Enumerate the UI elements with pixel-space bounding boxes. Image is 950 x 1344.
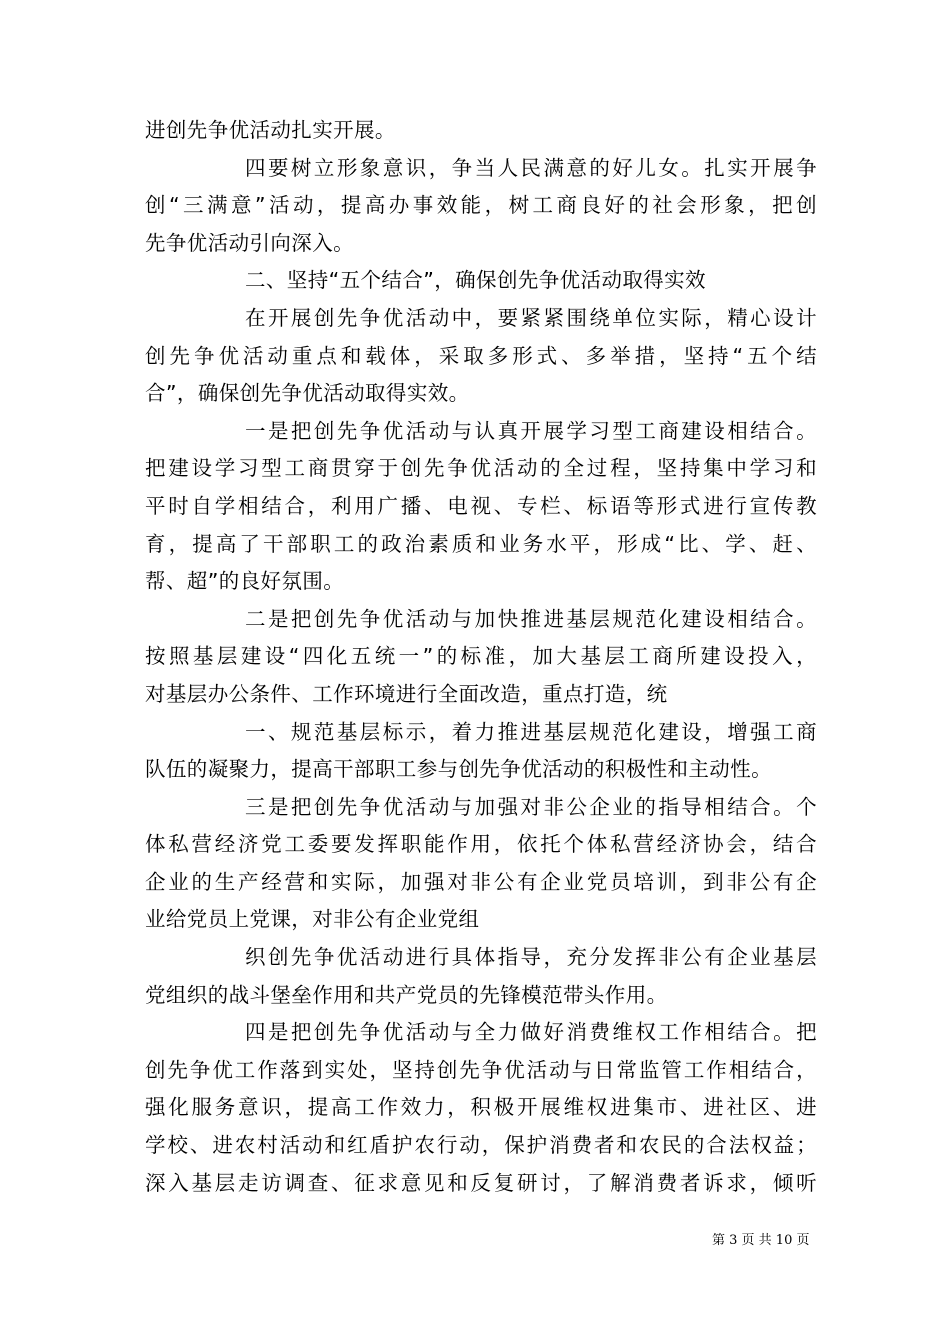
- text-line: 四是把创先争优活动与全力做好消费维权工作相结合。把: [245, 1020, 817, 1045]
- text-line: 队伍的凝聚力，提高干部职工参与创先争优活动的积极性和主动性。: [145, 757, 772, 782]
- text-line: 织创先争优活动进行具体指导，充分发挥非公有企业基层: [245, 945, 817, 970]
- text-line: 学校、进农村活动和红盾护农行动，保护消费者和农民的合法权益；: [145, 1133, 817, 1158]
- text-line: 平时自学相结合，利用广播、电视、专栏、标语等形式进行宣传教: [145, 493, 817, 518]
- text-line: 按照基层建设“四化五统一”的标准，加大基层工商所建设投入，: [145, 644, 817, 669]
- text-line: 党组织的战斗堡垒作用和共产党员的先锋模范带头作用。: [145, 982, 668, 1007]
- text-line: 四要树立形象意识，争当人民满意的好儿女。扎实开展争: [245, 155, 817, 180]
- text-line: 育，提高了干部职工的政治素质和业务水平，形成“比、学、赶、: [145, 531, 817, 556]
- document-body: [145, 112, 817, 1202]
- text-line: 企业的生产经营和实际，加强对非公有企业党员培训，到非公有企: [145, 869, 817, 894]
- text-line: 帮、超”的良好氛围。: [145, 569, 345, 594]
- text-line: 深入基层走访调查、征求意见和反复研讨，了解消费者诉求，倾听: [145, 1170, 817, 1195]
- text-line: 强化服务意识，提高工作效力，积极开展维权进集市、进社区、进: [145, 1095, 817, 1120]
- section-heading: 二、坚持“五个结合”，确保创先争优活动取得实效: [245, 268, 706, 293]
- text-line: 创先争优活动重点和载体，采取多形式、多举措，坚持“五个结: [145, 343, 817, 368]
- text-line: 三是把创先争优活动与加强对非公企业的指导相结合。个: [245, 794, 817, 819]
- text-line: 业给党员上党课，对非公有企业党组: [145, 907, 480, 932]
- text-line: 进创先争优活动扎实开展。: [145, 118, 396, 142]
- text-line: 体私营经济党工委要发挥职能作用，依托个体私营经济协会，结合: [145, 832, 817, 857]
- text-line: 创“三满意”活动，提高办事效能，树工商良好的社会形象，把创: [145, 193, 817, 218]
- text-line: 一、规范基层标示，着力推进基层规范化建设，增强工商: [245, 719, 817, 744]
- text-line: 先争优活动引向深入。: [145, 230, 354, 255]
- text-line: 一是把创先争优活动与认真开展学习型工商建设相结合。: [245, 418, 817, 443]
- text-line: 把建设学习型工商贯穿于创先争优活动的全过程，坚持集中学习和: [145, 456, 817, 481]
- text-line: 合”，确保创先争优活动取得实效。: [145, 381, 470, 406]
- text-line: 二是把创先争优活动与加快推进基层规范化建设相结合。: [245, 606, 817, 631]
- text-line: 在开展创先争优活动中，要紧紧围绕单位实际，精心设计: [245, 305, 817, 330]
- text-line: 创先争优工作落到实处，坚持创先争优活动与日常监管工作相结合，: [145, 1057, 817, 1082]
- text-line: 对基层办公条件、工作环境进行全面改造，重点打造，统: [145, 681, 668, 706]
- page-number: 第 3 页 共 10 页: [712, 1233, 810, 1248]
